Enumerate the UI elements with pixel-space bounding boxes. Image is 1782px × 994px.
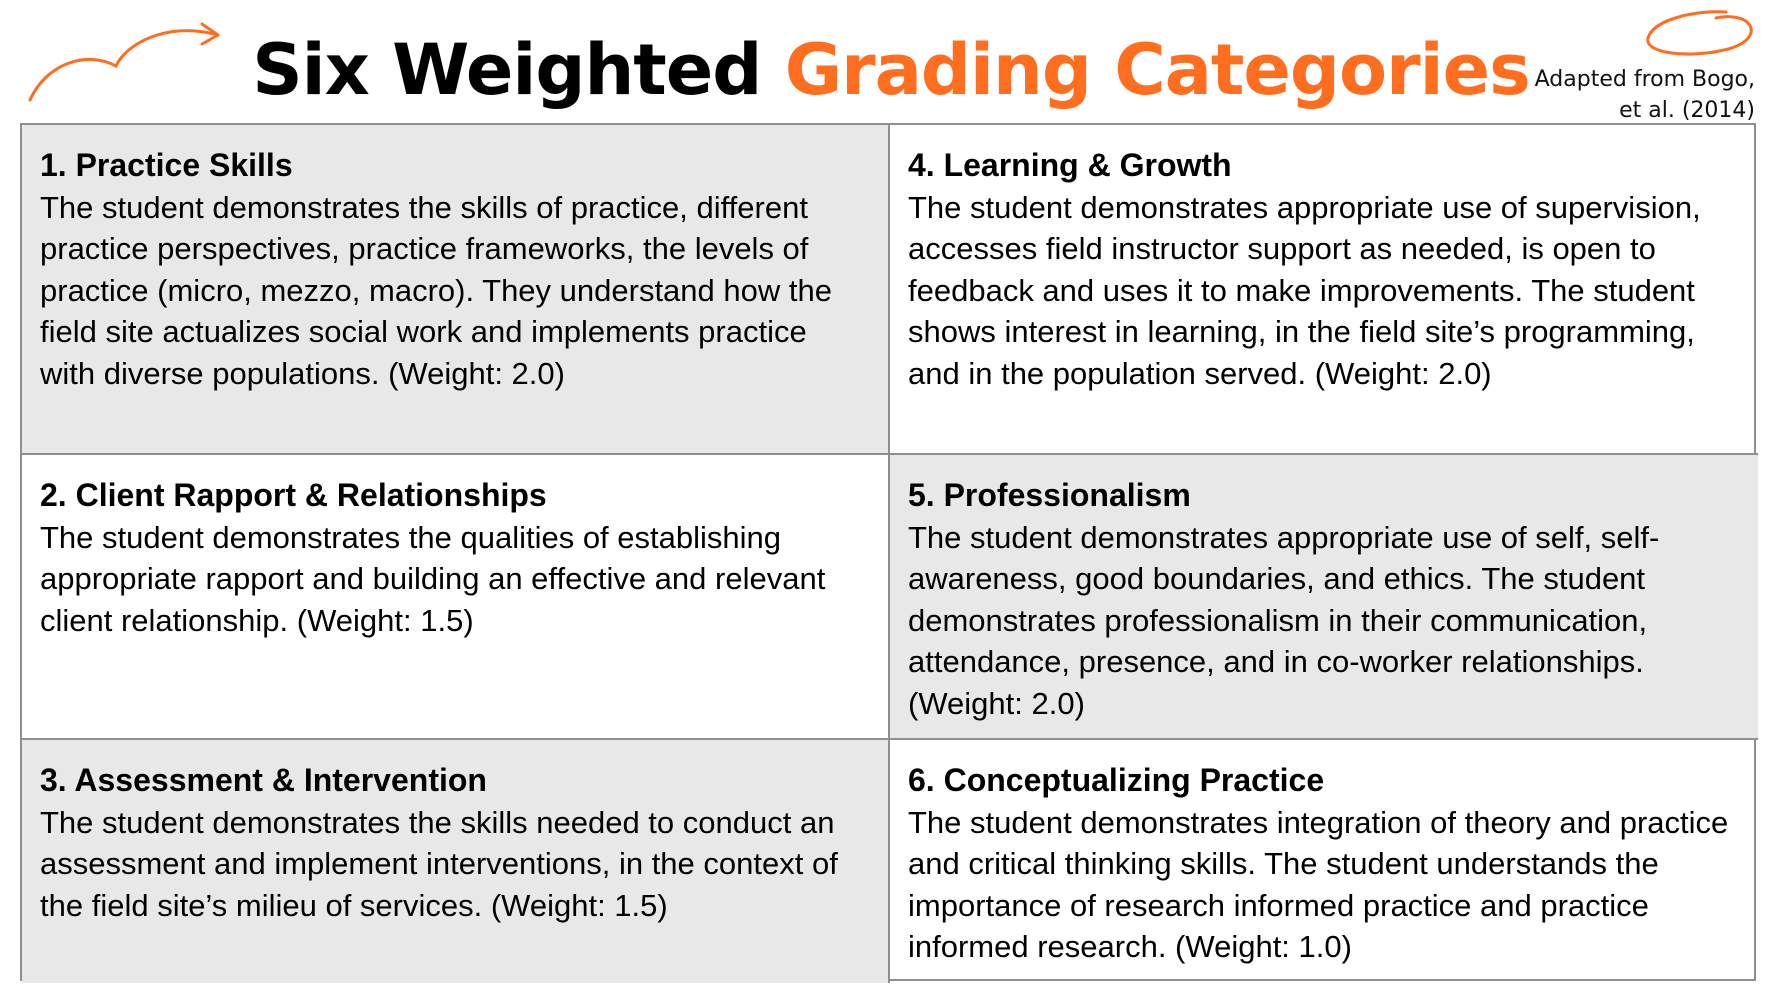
attribution-line-2: et al. (2014)	[1619, 98, 1755, 123]
category-description: The student demonstrates integration of theory and practice and critical thinking skills. The student understands the importance of research informed practice and practice informed research. (Weight: 1.0)	[908, 804, 1729, 964]
category-description: The student demonstrates appropriate use of self, self-awareness, good boundaries, and ethics. The student demonstrates professionalism in their communication, attendance, presence, and in co-worker relationships. (Weight: 2.0)	[908, 519, 1660, 721]
category-heading: 5. Professionalism	[908, 477, 1191, 513]
category-cell-1	[22, 125, 890, 453]
page-title	[0, 22, 1782, 118]
category-description: The student demonstrates appropriate use of supervision, accesses field instructor support as needed, is open to feedback and uses it to make improvements. The student shows interest in learning, in the field site’s programming, and in the population served. (Weight: 2.0)	[908, 189, 1701, 391]
category-cell-5	[890, 453, 1758, 738]
attribution-line-1: Adapted from Bogo,	[1534, 67, 1755, 92]
category-cell-3	[22, 738, 890, 983]
categories-grid	[20, 123, 1756, 981]
category-cell-2	[22, 453, 890, 738]
category-heading: 4. Learning & Growth	[908, 147, 1232, 183]
title-part-black: Six Weighted	[252, 29, 762, 111]
category-heading: 3. Assessment & Intervention	[40, 762, 487, 798]
category-cell-4	[890, 125, 1758, 453]
category-heading: 2. Client Rapport & Relationships	[40, 477, 547, 513]
category-description: The student demonstrates the qualities of establishing appropriate rapport and building an effective and relevant client relationship. (Weight: 1.5)	[40, 519, 826, 638]
category-cell-6	[890, 738, 1758, 983]
attribution	[1535, 64, 1755, 126]
category-heading: 1. Practice Skills	[40, 147, 293, 183]
title-part-orange: Grading Categories	[784, 29, 1530, 111]
category-heading: 6. Conceptualizing Practice	[908, 762, 1325, 798]
category-description: The student demonstrates the skills of practice, different practice perspectives, practice frameworks, the levels of practice (micro, mezzo, macro). They understand how the field site actualizes social work and implements practice with diverse populations. (Weight: 2.0)	[40, 189, 832, 391]
category-description: The student demonstrates the skills needed to conduct an assessment and implement interventions, in the context of the field site’s milieu of services. (Weight: 1.5)	[40, 804, 838, 923]
